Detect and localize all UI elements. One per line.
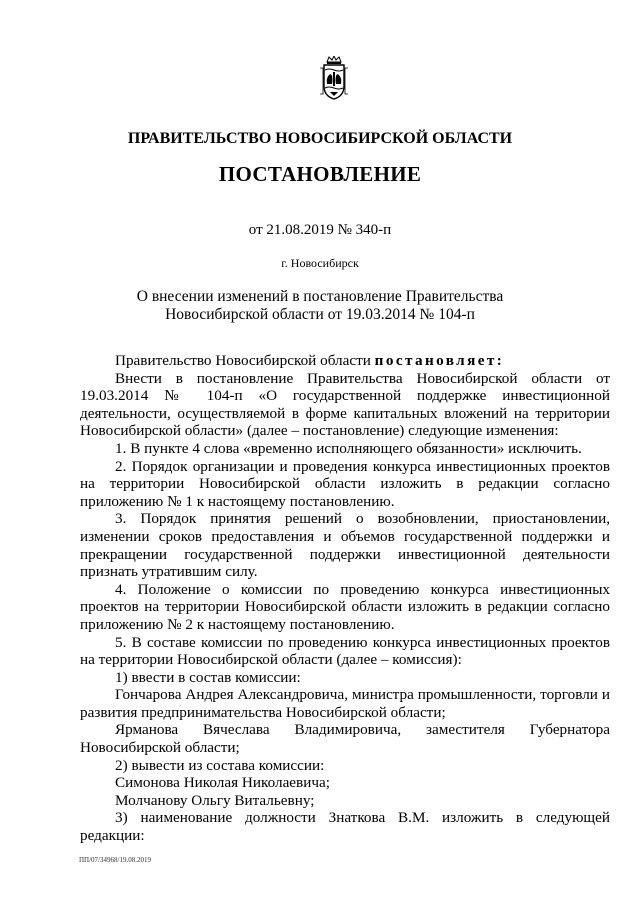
person-4: Молчанову Ольгу Витальевну; (115, 791, 315, 809)
subject-line-2: Новосибирской области от 19.03.2014 № 104-п (165, 306, 475, 323)
document-footer-code: ПП/07/34968/19.08.2019 (79, 856, 151, 864)
document-city: г. Новосибирск (281, 256, 359, 270)
item-5: 5. В составе комиссии по проведению конкурса инвестиционных проектов на территории Новосибирской области (далее – комиссия): (80, 633, 610, 669)
preamble (80, 352, 610, 370)
preamble-keyword: постановляет (374, 352, 497, 369)
document-type: ПОСТАНОВЛЕНИЕ (218, 162, 422, 186)
subject-line-1: О внесении изменений в постановление Правительства (136, 288, 504, 305)
subitem-2: 2) вывести из состава комиссии: (115, 756, 325, 774)
subitem-1: 1) ввести в состав комиссии: (115, 668, 301, 686)
document-body (80, 352, 610, 845)
document-date-number: от 21.08.2019 № 340-п (248, 222, 392, 238)
person-3: Симонова Николая Николаевича; (115, 774, 330, 792)
subitem-3: 3) наименование должности Знаткова В.М. изложить в следующей редакции: (80, 809, 610, 845)
coat-of-arms-icon (318, 56, 350, 100)
item-3: 3. Порядок принятия решений о возобновлении, приостановлении, изменении сроков предоставления и объемов государственной поддержки и прекращении государственной поддержки инвестиционной деятельности признать утратившим силу. (80, 510, 610, 581)
preamble-colon: : (496, 352, 505, 369)
item-2: 2. Порядок организации и проведения конкурса инвестиционных проектов на территории Новосибирской области изложить в редакции согласно приложению № 1 к настоящему постановлению. (80, 457, 610, 510)
item-1: 1. В пункте 4 слова «временно исполняющего обязанности» исключить. (115, 439, 582, 457)
intro-paragraph: Внести в постановление Правительства Новосибирской области от 19.03.2014 № 104-п «О государственной поддержке инвестиционной деятельности, осуществляемой в форме капитальных вложений на территории Новосибирской области» (далее – постановление) следующие изменения: (80, 369, 610, 440)
item-4: 4. Положение о комиссии по проведению конкурса инвестиционных проектов на территории Новосибирской области изложить в редакции согласно приложению № 2 к настоящему постановлению. (80, 580, 610, 633)
government-name: ПРАВИТЕЛЬСТВО НОВОСИБИРСКОЙ ОБЛАСТИ (127, 130, 513, 147)
person-1: Гончарова Андрея Александровича, министра промышленности, торговли и развития предпринимательства Новосибирской области; (80, 686, 610, 721)
preamble-text: Правительство Новосибирской области (115, 352, 375, 369)
person-2: Ярманова Вячеслава Владимировича, заместителя Губернатора Новосибирской области; (80, 721, 610, 757)
